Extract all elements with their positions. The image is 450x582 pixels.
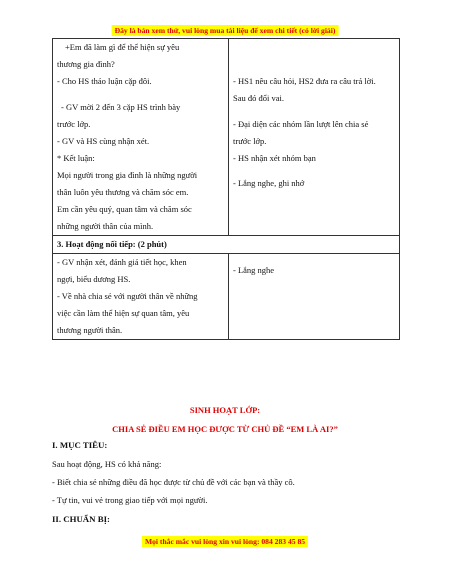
table-line: +Em đã làm gì để thể hiện sự yêu	[65, 42, 180, 52]
table-row-activity	[53, 39, 400, 236]
preview-banner-top: Đây là bản xem thử, vui lòng mua tài liệu để xem chi tiết (có lời giải)	[112, 25, 339, 36]
table-line: trước lớp.	[57, 118, 91, 129]
table-line: - GV nhận xét, đánh giá tiết học, khen	[57, 256, 187, 267]
spacer	[57, 90, 224, 99]
spacer	[233, 167, 395, 176]
table-line: Mọi người trong gia đình là những người	[57, 169, 198, 180]
lesson-table	[52, 38, 400, 340]
table-line: thương gia đình?	[57, 59, 115, 69]
body-line: - Biết chia sẻ những điều đã học được từ chủ đề với các bạn và thầy cô.	[52, 477, 295, 487]
table-line: trước lớp.	[233, 135, 267, 146]
teacher-column-cell	[53, 253, 229, 339]
table-row-activity	[53, 253, 400, 339]
table-line: những người thân của mình.	[57, 220, 154, 231]
spacer	[233, 107, 395, 116]
table-line: - Lắng nghe	[233, 265, 275, 275]
preparation-heading: II. CHUẨN BỊ:	[52, 514, 110, 524]
table-line: - GV và HS cùng nhận xét.	[57, 135, 150, 146]
student-column-cell	[229, 253, 400, 339]
table-line: - Đại diện các nhóm lần lượt lên chia sẻ	[233, 118, 369, 129]
table-line: - HS1 nêu câu hỏi, HS2 đưa ra câu trả lời.	[233, 76, 376, 86]
student-column-cell	[229, 39, 400, 236]
section-title: SINH HOẠT LỚP:	[189, 405, 261, 415]
table-row-heading	[53, 235, 400, 253]
teacher-column-cell	[53, 39, 229, 236]
objectives-heading: I. MỤC TIÊU:	[52, 440, 108, 450]
activity-heading: 3. Hoạt động nối tiếp: (2 phút)	[53, 235, 400, 253]
section-subtitle: CHIA SẺ ĐIỀU EM HỌC ĐƯỢC TỪ CHỦ ĐỀ “EM LÀ AI?”	[112, 424, 338, 434]
table-line: - Về nhà chia sẻ với người thân về những	[57, 290, 198, 301]
table-line: - Cho HS thảo luận cặp đôi.	[57, 76, 152, 86]
table-line: việc cần làm thể hiện sự quan tâm, yêu	[57, 307, 190, 318]
table-line: Sau đó đổi vai.	[233, 93, 284, 103]
table-line: thương người thân.	[57, 324, 123, 335]
table-line: - GV mời 2 đến 3 cặp HS trình bày	[61, 101, 181, 112]
body-line: - Tự tin, vui vẻ trong giao tiếp với mọi người.	[52, 495, 208, 505]
table-line: ngợi, biểu dương HS.	[57, 273, 131, 284]
body-line: Sau hoạt động, HS có khả năng:	[52, 459, 162, 469]
table-line: Em cần yêu quý, quan tâm và chăm sóc	[57, 203, 192, 214]
table-line: - HS nhận xét nhóm bạn	[233, 152, 316, 163]
spacer	[233, 39, 395, 73]
table-line: - Lắng nghe, ghi nhớ	[233, 178, 305, 188]
spacer	[233, 254, 395, 263]
table-line: * Kết luận:	[57, 152, 95, 163]
table-line: thân luôn yêu thương và chăm sóc em.	[57, 186, 189, 197]
contact-banner-bottom: Mọi thắc mắc vui lòng xin vui lòng: 084 283 45 85	[142, 536, 308, 547]
